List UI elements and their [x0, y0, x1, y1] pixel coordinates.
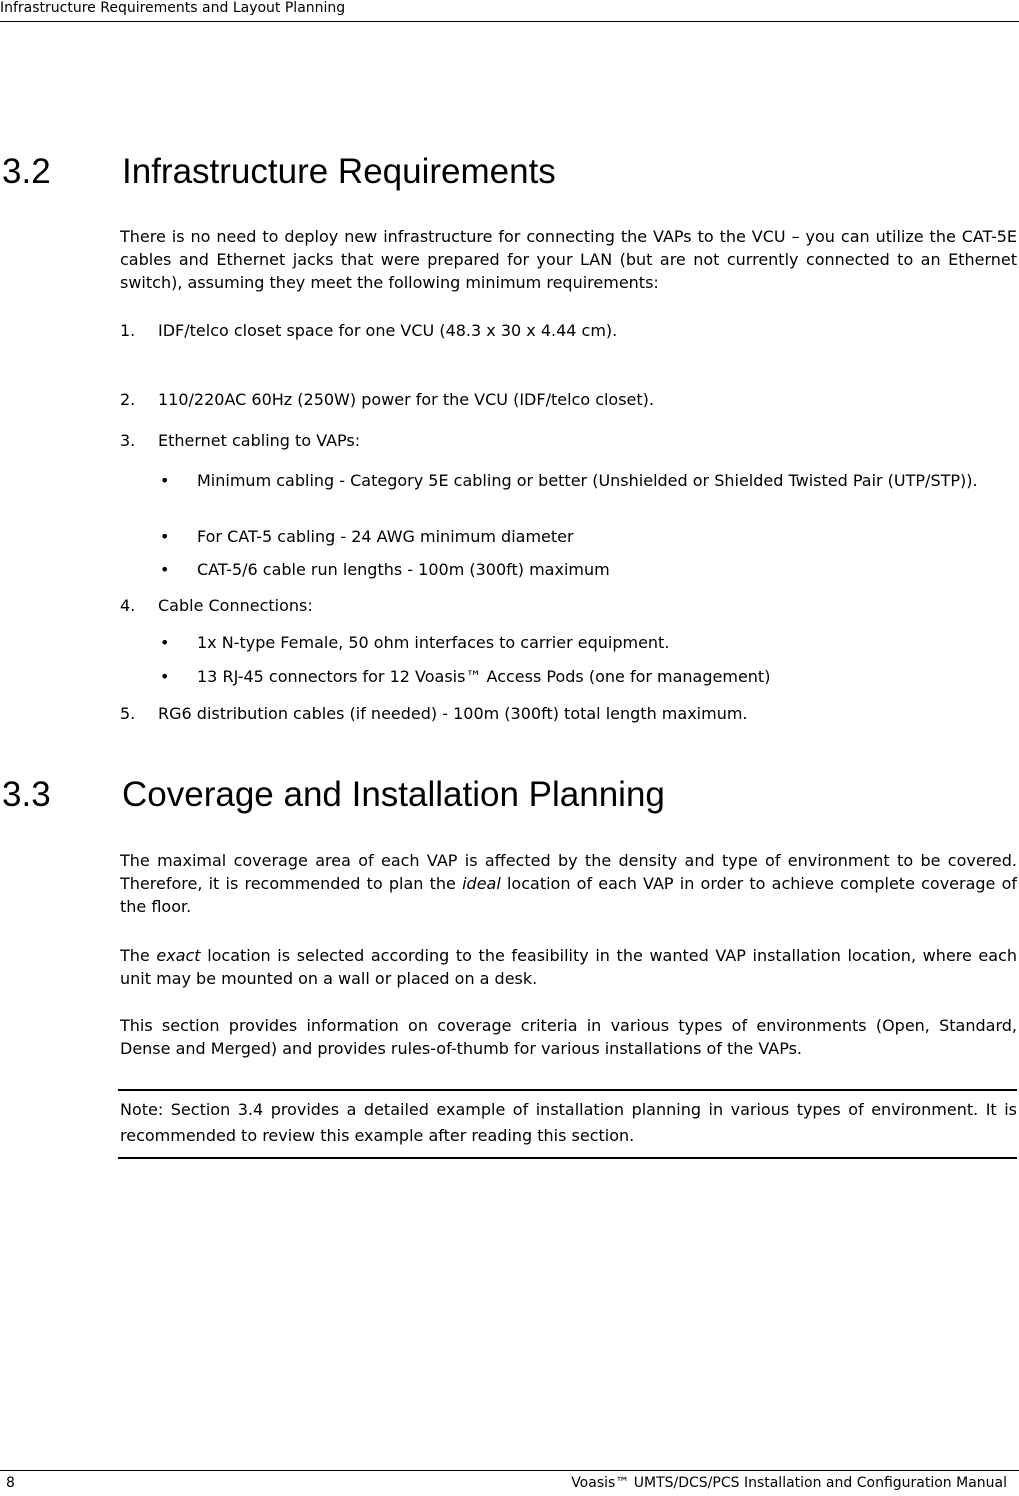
list-item-number: 2. [120, 390, 136, 409]
paragraph-text: The [120, 946, 157, 965]
list-item-number: 4. [120, 596, 136, 615]
bullet-text: Minimum cabling - Category 5E cabling or better (Unshielded or Shielded Twisted Pair (UTP/STP)). [197, 471, 978, 490]
section-number: 3.2 [2, 152, 51, 191]
bullet-text: 13 RJ-45 connectors for 12 Voasis™ Access Pods (one for management) [197, 667, 771, 686]
emphasis-text: exact [156, 946, 201, 965]
bullet-item [160, 634, 1017, 652]
bullet-item [160, 668, 1017, 686]
manual-title: Voasis™ UMTS/DCS/PCS Installation and Configuration Manual [571, 1475, 1007, 1491]
running-footer [0, 1470, 1019, 1491]
bullet-text: 1x N-type Female, 50 ohm interfaces to carrier equipment. [197, 633, 670, 652]
section-3-3-paragraph-2 [120, 944, 1017, 990]
bullet-item [160, 472, 1017, 490]
intro-paragraph: There is no need to deploy new infrastructure for connecting the VAPs to the VCU – you can utilize the CAT-5E cables and Ethernet jacks that were prepared for your LAN (but are not currently connected to an Ethernet switch), assuming they meet the following minimum requirements: [120, 227, 1017, 292]
list-item-text: Cable Connections: [158, 596, 313, 615]
section-number: 3.3 [2, 775, 51, 814]
running-header [0, 0, 1019, 22]
bullet-dot-icon: • [160, 471, 170, 490]
list-item-number: 3. [120, 431, 136, 450]
bullet-dot-icon: • [160, 560, 170, 579]
paragraph [120, 849, 1017, 918]
list-item-text: 110/220AC 60Hz (250W) power for the VCU (IDF/telco closet). [158, 390, 654, 409]
bullet-dot-icon: • [160, 667, 170, 686]
paragraph: This section provides information on coverage criteria in various types of environments (Open, Standard, Dense and Merged) and provides rules-of-thumb for various installations of the VAPs. [120, 1016, 1017, 1058]
paragraph-text: location is selected according to the feasibility in the wanted VAP installation location, where each unit may be mounted on a wall or placed on a desk. [120, 946, 1018, 988]
running-header-title: Infrastructure Requirements and Layout Planning [0, 0, 346, 16]
section-3-3-paragraph-1 [120, 849, 1017, 918]
section-heading-3-3 [2, 775, 665, 815]
bullet-text: For CAT-5 cabling - 24 AWG minimum diameter [197, 527, 574, 546]
bullet-dot-icon: • [160, 633, 170, 652]
section-title: Infrastructure Requirements [122, 152, 556, 191]
bullet-item [160, 528, 1017, 546]
bullet-text: CAT-5/6 cable run lengths - 100m (300ft) maximum [197, 560, 610, 579]
list-item-number: 5. [120, 704, 136, 723]
list-item-text: Ethernet cabling to VAPs: [158, 431, 361, 450]
list-item-text: RG6 distribution cables (if needed) - 100m (300ft) total length maximum. [158, 704, 748, 723]
paragraph [120, 944, 1017, 990]
paragraph-text: The maximal coverage area of each VAP is affected by the density and type of environment to be covered. Therefore, it is recommended to plan the [120, 851, 1017, 893]
bullet-dot-icon: • [160, 527, 170, 546]
note-text: Note: Section 3.4 provides a detailed example of installation planning in various types of environment. It is recommended to review this example after reading this section. [120, 1100, 1017, 1145]
list-item-text: IDF/telco closet space for one VCU (48.3 x 30 x 4.44 cm). [158, 321, 618, 340]
section-title: Coverage and Installation Planning [122, 775, 665, 814]
paragraph-text: location of each VAP in order to achieve complete coverage of the floor. [120, 874, 1018, 916]
list-item-number: 1. [120, 321, 136, 340]
emphasis-text: ideal [462, 874, 501, 893]
page-number: 8 [6, 1475, 15, 1491]
note-box [118, 1089, 1017, 1159]
bullet-item [160, 561, 1017, 579]
section-heading-3-2 [2, 152, 556, 192]
section-3-3-paragraph-3 [120, 1014, 1017, 1060]
section-3-2-intro [120, 225, 1017, 294]
